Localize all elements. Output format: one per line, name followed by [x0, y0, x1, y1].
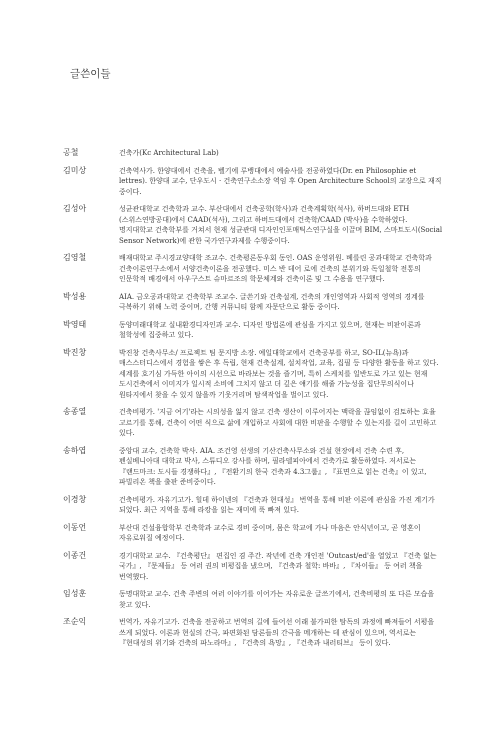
- contributor-name: 송하엽: [63, 445, 87, 455]
- contributor-entry: [63, 204, 443, 246]
- contributor-bio: 건축역사가. 한양대에서 건축을, 벨기에 루뱅대에서 예술사를 전공하였다(Dr. en Philosophie et lettres). 한양대 교수, 단우도시 · 건축연구소소장 역임 후 Open Architecture School의 교장으로 재직 중이다.: [119, 166, 442, 196]
- contributor-name: 송종열: [63, 407, 87, 416]
- contributor-entry: [63, 148, 443, 159]
- contributor-name: 이경창: [63, 494, 87, 504]
- contributor-name: 김미상: [63, 165, 87, 175]
- contributor-bio: 동양미래대학교 실내환경디자인과 교수. 디자인 방법론에 관심을 가지고 있으며, 현재는 비판이론과 철학성에 집중하고 있다.: [119, 320, 421, 339]
- contributor-entry: [63, 551, 443, 583]
- contributor-name: 공철: [63, 148, 79, 157]
- contributor-bio: 경기대학교 교수. 『건축평단』 편집인 겸 주간. 작년에 건축 개인전 'Outcast/ed'을 열었고 『건축 없는 국가』, 『문제들』 등 여러 권의 비평집을 냈으며, 『건축과 철학: 바바』, 『차이들』 등 여러 책을 번역했다.: [119, 551, 437, 581]
- contributor-entry: [63, 320, 443, 341]
- contributor-entry: [63, 446, 443, 488]
- contributor-entry: [63, 253, 443, 285]
- contributor-entry: [63, 589, 443, 610]
- page-title: 글쓴이들: [70, 68, 111, 80]
- contributor-bio: 건축비평가. 자유기고가. 힐데 하이넨의 『건축과 현대성』 번역을 통해 비판 이론에 관심을 가진 계기가 되었다. 최근 지역을 통해 라캉을 읽는 재미에 푹 빠져 있다.: [119, 495, 435, 514]
- contributor-entry: [63, 348, 443, 401]
- contributor-entry: [63, 617, 443, 649]
- contributor-name: 박영태: [63, 319, 87, 329]
- contributor-name: 조순익: [63, 617, 87, 626]
- contributor-bio: 성균관대학교 건축학과 교수. 부산대에서 건축공학(학사)과 건축계획학(석사), 하버드대와 ETH (스위스연방공대)에서 CAAD(석사), 그리고 하버드대에서 건축학/CAAD (박사)을 수학하였다. 명지대학교 건축학부를 거쳐서 현재 성균관대 디자인인포매틱스연구실을 이끌며 BIM, 스마트도시(Social Sensor Network)에 관한 국가연구과제를 수행중이다.: [119, 205, 443, 245]
- contributor-entry: [63, 166, 443, 198]
- contributor-name: 박진창: [63, 347, 87, 357]
- contributor-entry: [63, 407, 443, 439]
- contributor-name: 임성훈: [63, 589, 87, 598]
- contributor-name: 이종건: [63, 550, 87, 560]
- contributor-entry: [63, 523, 443, 544]
- contributor-bio: 번역가, 자유기고가. 건축을 전공하고 번역의 길에 들어선 이래 불가피한 탐독의 과정에 빠져들어 서평을 쓰게 되었다. 이론과 현실의 간극, 파편화된 담론들의 간극을 메개하는 데 관심이 있으며, 역서로는 『현대성의 위기와 건축의 파노라마』, 『건축의 욕망』, 『건축과 내러티브』 등이 있다.: [119, 618, 435, 647]
- contributor-list: [63, 148, 443, 656]
- contributor-name: 김성아: [63, 204, 87, 213]
- contributor-bio: 동명대학교 교수. 건축 주변의 여러 이야기를 이어가는 자유로운 글쓰기에서, 건축비평의 또 다른 모습을 찾고 있다.: [119, 590, 435, 609]
- contributor-bio: 배재대학교 주시경교양대학 조교수. 건축평론동우회 동인. OAS 운영위원. 베를린 공과대학교 건축학과 건축이론연구소에서 서양건축이론을 전공했다. 미스 반 데어 로에 건축의 분위기와 독일철학 전통의 인문학적 배경에서 아우구스트 슈마르조의 학문체계와 건축이론 및 그 수용을 연구했다.: [119, 254, 432, 283]
- contributor-bio: 중앙대 교수, 건축학 박사. AIA. 조건영 선생의 기산건축사무소와 건설 현장에서 건축 수련 후, 펜실베니아대 대학교 박사, 스튜디오 강사를 하며, 필라델피아에서 건축가로 활동하였다. 저서로는 『랜드마크: 도시들 경쟁하다』, 『전환기의 한국 건축과 4.3그룹』, 『표면으로 읽는 건축』이 있고, 파빌리온 책을 출판 준비중이다.: [119, 446, 427, 486]
- contributor-name: 이동언: [63, 522, 87, 532]
- contributor-bio: 박진창 건축사무소/ 프로젝트 팀 문지방 소장. 예일대학교에서 건축공부를 하고, SO-IL(뉴욕)과 매스스터디스에서 경험을 쌓은 후 독립, 현재 건축설계, 설치작업, 교육, 집필 등 다양한 활동을 하고 있다. 세계를 호기심 가득한 아이의 시선으로 바라보는 것을 즐기며, 특히 스케치를 일반도로 가고 있는 현재 도시건축에서 이미지가 일시적 소비에 그치지 않고 더 깊은 얘기를 해줄 가능성을 집단무의식이나 원타지에서 찾을 수 있지 않을까 기웃거리며 탐색작업을 벌이고 있다.: [119, 348, 439, 399]
- contributor-entry: [63, 292, 443, 313]
- contributor-bio: 부산대 건설융합학부 건축학과 교수로 경비 중이며, 몸은 학교에 가나 마음은 안식년이고, 곧 영혼이 자유로워질 예정이다.: [119, 523, 421, 542]
- contributor-bio: 건축비평가. '지금 여기'라는 시의성을 잃지 않고 건축 생산이 이루어지는 맥락을 끊임없이 검토하는 효율 고르기를 통해, 건축이 어떤 식으로 삶에 개입하고 사회에 대한 비판을 수행할 수 있는지를 길이 고민하고 있다.: [119, 408, 437, 437]
- contributor-entry: [63, 495, 443, 516]
- contributor-name: 박성용: [63, 291, 87, 301]
- contributor-name: 김영철: [63, 253, 87, 262]
- contributor-bio: 건축가(Kc Architectural Lab): [119, 149, 219, 157]
- contributor-bio: AIA. 금오공과대학교 건축학부 조교수. 글쓴기와 건축설계, 건축의 개인영역과 사회적 영역의 경계를 극복하기 위해 노력 중이며, 간행 커뮤니티 함께 자문단으로 활동 중이다.: [119, 292, 425, 311]
